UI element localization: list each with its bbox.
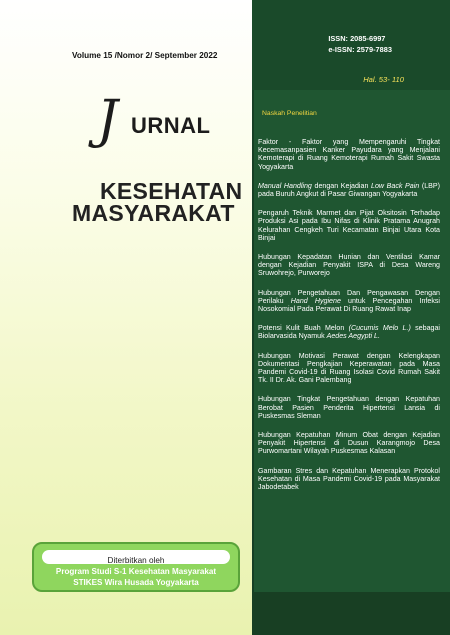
publisher-label-pill [42, 550, 230, 564]
journal-logo-text: URNAL [131, 113, 211, 138]
article-title [258, 324, 440, 340]
page-range: Hal. 53- 110 [363, 75, 404, 84]
article-title: Hubungan Kepadatan Hunian dan Ventilasi Kamar dengan Kejadian Penyakit ISPA di Desa Wareng Sruwohrejo, Purworejo [258, 253, 440, 278]
article-text: Hubungan Pengetahuan Dan Pengawasan Dengan Perilaku [258, 288, 440, 305]
publisher-program: Program Studi S-1 Kesehatan Masyarakat [55, 567, 217, 576]
article-title [258, 182, 440, 198]
publisher-institution: STIKES Wira Husada Yogyakarta [73, 578, 199, 587]
article-text: untuk Pencegahan Infeksi Nosokomial Pada Perawat Di Ruang Rawat Inap [258, 296, 440, 314]
volume-info: Volume 15 /Nomor 2/ September 2022 [72, 51, 218, 60]
article-text: dengan Kejadian [311, 181, 372, 190]
article-title: Hubungan Tingkat Pengetahuan dengan Kepatuhan Berobat Pasien Penderita Hipertensi Lansia di Puskesmas Sleman [258, 395, 440, 420]
article-italic: Low Back Pain [371, 181, 420, 190]
article-text: sebagai Biolarvasida Nyamuk [258, 324, 440, 341]
right-panel-footer [252, 592, 450, 635]
article-list [258, 138, 440, 502]
article-italic: (Cucumis Melo L.) [348, 324, 411, 333]
article-title: Pengaruh Teknik Marmet dan Pijat Oksitosin Terhadap Produksi Asi pada Ibu Nifas di Klinik Pratama Anugrah Kelurahan Cengkeh Turi Kecamatan Binjai Utara Kota Binjai [258, 209, 440, 242]
section-label: Naskah Penelitian [262, 110, 317, 117]
article-title [258, 289, 440, 314]
journal-logo [97, 90, 247, 150]
title-line-2: MASYARAKAT [72, 200, 235, 226]
article-title: Hubungan Motivasi Perawat dengan Kelengkapan Dokumentasi Pengkajian Keperawatan pada Masa Pandemi Covid-19 di Ruang Isolasi Covid Rumah Sakit Tk. II Dr. Ak. Gani Palembang [258, 351, 440, 385]
article-text: (LBP) pada Buruh Angkut di Pasar Giwangan Yogyakarta [258, 181, 440, 199]
issn-block [328, 34, 392, 55]
article-title: Hubungan Kepatuhan Minum Obat dengan Kejadian Penyakit Hipertensi di Dusun Karangmojo Desa Purwomartani Wilayah Puskesmas Kalasan [258, 431, 440, 456]
article-text: Potensi Kulit Buah Melon [258, 324, 349, 333]
article-italic: Aedes Aegypti L. [326, 332, 380, 341]
eissn: e-ISSN: 2579-7883 [328, 44, 392, 54]
article-title: Faktor - Faktor yang Mempengaruhi Tingkat Kecemasanpasien Kanker Payudara yang Menjalani Kemoterapi di Ruang Kemoterapi Rumah Sakit Swasta Yogyakarta [258, 138, 440, 171]
article-title: Gambaran Stres dan Kepatuhan Menerapkan Protokol Kesehatan di Masa Pandemi Covid-19 pada Masyarakat Jabodetabek [258, 466, 440, 492]
journal-logo-initial: J [97, 90, 118, 150]
issn: ISSN: 2085-6997 [328, 34, 386, 43]
publisher-box [32, 542, 240, 592]
title-line-1: KESEHATAN [100, 178, 243, 204]
publisher-label: Diterbitkan oleh [107, 556, 165, 565]
article-italic: Manual Handling [258, 181, 312, 190]
article-italic: Hand Hygiene [290, 296, 341, 305]
